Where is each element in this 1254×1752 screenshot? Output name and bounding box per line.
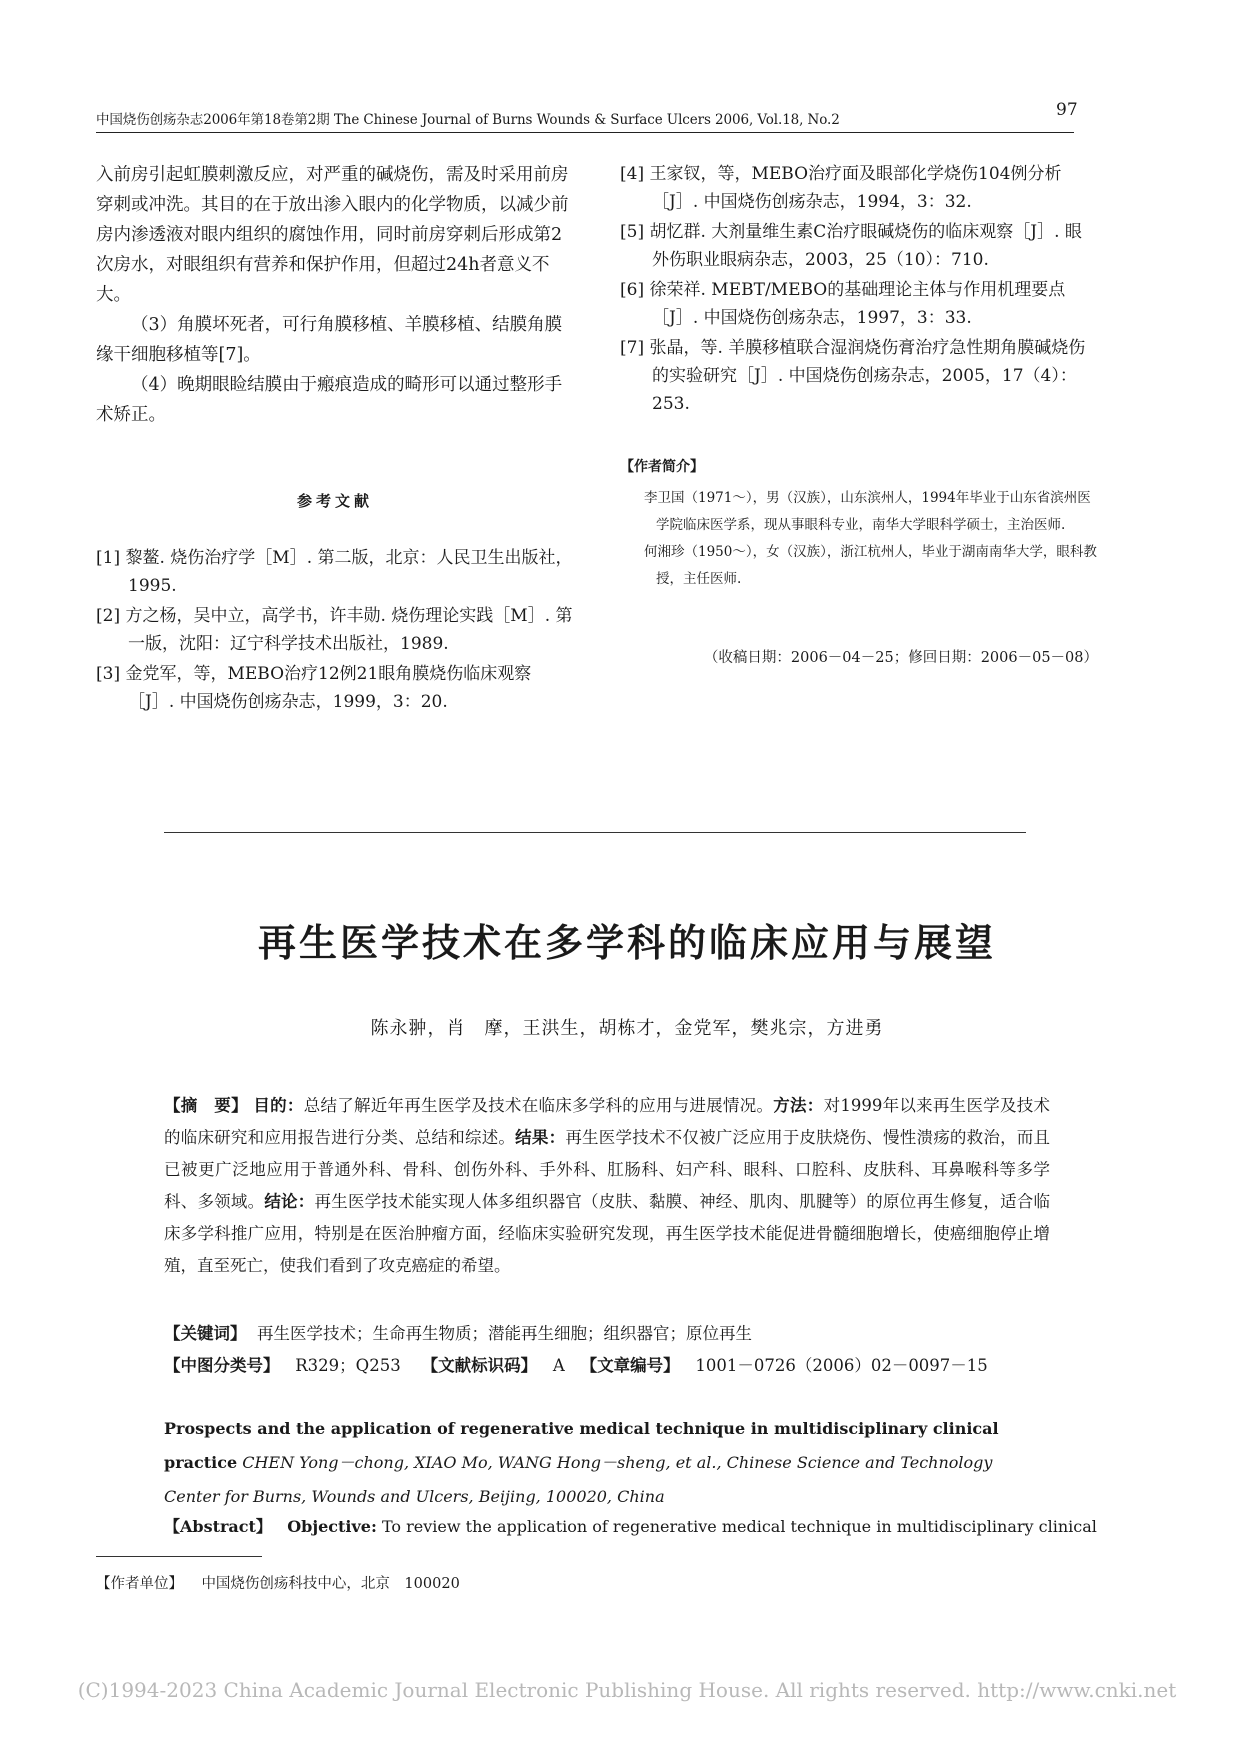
abstract-label: 【摘 要】 — [164, 1096, 248, 1115]
body-paragraph: （4）晚期眼睑结膜由于瘢痕造成的畸形可以通过整形手术矫正。 — [96, 375, 563, 425]
references-list-left — [96, 544, 574, 718]
clc-value: R329；Q253 — [295, 1356, 401, 1375]
english-abstract-line — [164, 1514, 1097, 1537]
english-objective-text: To review the application of regenerative medical technique in multidisciplinary clinical — [381, 1517, 1097, 1536]
article-divider — [164, 832, 1026, 833]
footnote-rule — [96, 1556, 262, 1557]
chinese-abstract — [164, 1090, 1050, 1282]
keywords-line — [164, 1320, 1050, 1344]
left-column-body — [96, 160, 574, 430]
method-text: 对1999年以来再生医学及技术的临床研究和应用报告进行分类、总结和综述。 — [164, 1096, 1051, 1147]
reference-item: [7] 张晶，等. 羊膜移植联合湿润烧伤膏治疗急性期角膜碱烧伤的实验研究［J］. 中国烧伤创疡杂志，2005，17（4）：253. — [620, 338, 1086, 414]
english-title: Prospects and the application of regenerative medical technique in multidisciplinary clinical practice — [164, 1419, 999, 1472]
author-bio: 何湘珍（1950～），女（汉族），浙江杭州人，毕业于湖南南华大学，眼科教授，主任医师. — [644, 544, 1097, 587]
received-date: （收稿日期：2006－04－25；修回日期：2006－05－08） — [703, 650, 1098, 666]
body-paragraph: （3）角膜坏死者，可行角膜移植、羊膜移植、结膜角膜缘干细胞移植等[7]。 — [96, 315, 563, 365]
article-no-label: 【文章编号】 — [580, 1356, 680, 1375]
running-header: 中国烧伤创疡杂志2006年第18卷第2期 The Chinese Journal of Burns Wounds & Surface Ulcers 2006, Vol.18, No.2 — [96, 112, 840, 128]
method-label: 方法： — [773, 1096, 824, 1115]
article-title: 再生医学技术在多学科的临床应用与展望 — [257, 921, 996, 965]
result-label: 结果： — [515, 1128, 566, 1147]
classification-line — [164, 1352, 1050, 1376]
author-bio: 李卫国（1971～），男（汉族），山东滨州人，1994年毕业于山东省滨州医学院临床医学系，现从事眼科专业，南华大学眼科学硕士，主治医师. — [644, 490, 1091, 533]
english-title-block — [164, 1412, 1050, 1514]
article-authors: 陈永翀，肖 摩，王洪生，胡栋才，金党军，樊兆宗，方进勇 — [370, 1018, 884, 1039]
page-number: 97 — [1056, 100, 1078, 120]
reference-item: [1] 黎鳌. 烧伤治疗学［M］. 第二版，北京：人民卫生出版社，1995. — [96, 548, 573, 596]
reference-item: [3] 金党军，等，MEBO治疗12例21眼角膜烧伤临床观察［J］. 中国烧伤创疡杂志，1999，3：20. — [96, 664, 532, 712]
conclusion-label: 结论： — [264, 1192, 315, 1211]
conclusion-text: 再生医学技术能实现人体多组织器官（皮肤、黏膜、神经、肌肉、肌腱等）的原位再生修复，适合临床多学科推广应用，特别是在医治肿瘤方面，经临床实验研究发现，再生医学技术能促进骨髓细胞增长，使癌细胞停止增殖，直至死亡，使我们看到了攻克癌症的希望。 — [164, 1192, 1051, 1275]
keywords-label: 【关键词】 — [164, 1324, 247, 1343]
references-heading: 参考文献 — [296, 492, 373, 510]
author-profile-label: 【作者简介】 — [620, 459, 704, 475]
author-profile — [620, 454, 1098, 593]
objective-text: 总结了解近年再生医学及技术在临床多学科的应用与进展情况。 — [303, 1096, 774, 1115]
keywords-text: 再生医学技术；生命再生物质；潜能再生细胞；组织器官；原位再生 — [257, 1324, 752, 1343]
reference-item: [4] 王家钗，等，MEBO治疗面及眼部化学烧伤104例分析［J］. 中国烧伤创疡杂志，1994，3：32. — [620, 164, 1062, 212]
references-list-right — [620, 160, 1098, 420]
footnote-text: 中国烧伤创疡科技中心，北京 100020 — [201, 1576, 460, 1592]
reference-item: [2] 方之杨，吴中立，高学书，许丰勋. 烧伤理论实践［M］. 第一版，沈阳：辽宁科学技术出版社，1989. — [96, 606, 573, 654]
objective-label: 目的： — [253, 1096, 304, 1115]
body-paragraph: 入前房引起虹膜刺激反应，对严重的碱烧伤，需及时采用前房穿刺或冲洗。其目的在于放出渗入眼内的化学物质，以减少前房内渗透液对眼内组织的腐蚀作用，同时前房穿刺后形成第2次房水，对眼组织有营养和保护作用，但超过24h者意义不大。 — [96, 165, 569, 305]
english-abstract-label: 【Abstract】 — [164, 1517, 272, 1536]
footnote — [96, 1572, 460, 1593]
header-rule — [96, 132, 1074, 133]
doc-code-label: 【文献标识码】 — [421, 1356, 538, 1375]
result-text: 再生医学技术不仅被广泛应用于皮肤烧伤、慢性溃疡的救治，而且已被更广泛地应用于普通外科、骨科、创伤外科、手外科、肛肠科、妇产科、眼科、口腔科、皮肤科、耳鼻喉科等多学科、多领域。 — [164, 1128, 1051, 1211]
article-no-value: 1001－0726（2006）02－0097－15 — [695, 1356, 988, 1375]
clc-label: 【中图分类号】 — [164, 1356, 280, 1375]
english-objective-label: Objective: — [287, 1517, 377, 1536]
reference-item: [6] 徐荣祥. MEBT/MEBO的基础理论主体与作用机理要点［J］. 中国烧伤创疡杂志，1997，3：33. — [620, 280, 1066, 328]
copyright-notice: (C)1994-2023 China Academic Journal Electronic Publishing House. All rights reserved. http://www.cnki.net — [77, 1678, 1177, 1702]
doc-code-value: A — [552, 1356, 565, 1375]
reference-item: [5] 胡忆群. 大剂量维生素C治疗眼碱烧伤的临床观察［J］. 眼外伤职业眼病杂志，2003，25（10）：710. — [620, 222, 1082, 270]
english-authors: CHEN Yong－chong, XIAO Mo, WANG Hong－sheng, et al., Chinese Science and Technology Center for Burns, Wounds and Ulcers, Beijing, 100020, China — [164, 1453, 993, 1506]
footnote-label: 【作者单位】 — [96, 1576, 183, 1592]
